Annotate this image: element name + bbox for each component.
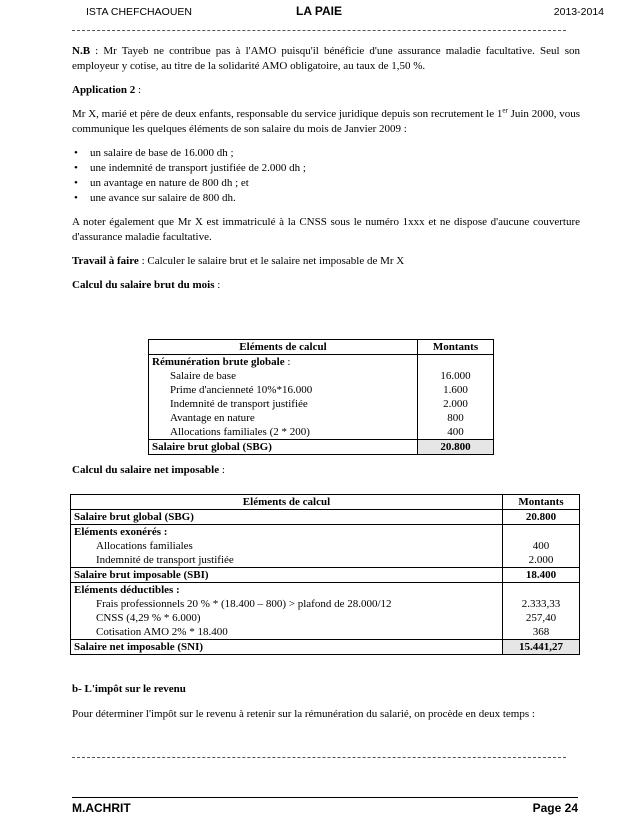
item-value: 368 (532, 626, 550, 638)
net-taxable-table (70, 494, 580, 655)
item-value: 2.000 (528, 554, 554, 566)
item-label: Frais professionnels 20 % * (18.400 – 800) > plafond de 28.000/12 (96, 598, 392, 610)
calc-brut-title: Calcul du salaire brut du mois (72, 279, 215, 291)
table-header-amounts: Montants (503, 495, 580, 510)
item-label: Prime d'ancienneté 10%*16.000 (170, 384, 313, 396)
footer-page-number: Page 24 (532, 801, 578, 815)
table-row (71, 640, 580, 655)
item-value: 2.000 (443, 398, 468, 410)
header-year: 2013-2014 (553, 6, 604, 18)
application-heading (72, 83, 580, 98)
exempt-values-cell (503, 525, 580, 568)
item-value: 800 (447, 412, 464, 424)
group-colon: : (284, 356, 291, 368)
calc-brut-colon: : (214, 279, 221, 291)
sni-value: 15.441,27 (503, 640, 580, 655)
application-title: Application 2 (72, 84, 136, 96)
sbg-label: Salaire brut global (SBG) (71, 510, 503, 525)
gross-items-cell (149, 355, 418, 440)
header-title: LA PAIE (295, 4, 342, 18)
impot-text: Pour déterminer l'impôt sur le revenu à retenir sur la rémunération du salarié, on procède en deux temps : (72, 708, 535, 720)
intro-sup: er (502, 106, 508, 115)
note-paragraph: A noter également que Mr X est immatriculé à la CNSS sous le numéro 1xxx et ne dispose d'aucune couverture d'assurance maladie facultative. (72, 216, 580, 243)
footer-dashed-rule (72, 757, 566, 758)
calc-brut-heading (72, 278, 580, 293)
calc-net-colon: : (219, 464, 225, 476)
sni-label: Salaire net imposable (SNI) (71, 640, 503, 655)
deductible-values-cell (503, 583, 580, 640)
list-item: • un avantage en nature de 800 dh ; et (72, 176, 580, 191)
item-label: Salaire de base (170, 370, 236, 382)
table-row (71, 510, 580, 525)
nb-label: N.B (72, 45, 91, 57)
list-item: • une avance sur salaire de 800 dh. (72, 191, 580, 206)
calc-net-title: Calcul du salaire net imposable (72, 464, 220, 476)
table-header-elements: Eléments de calcul (71, 495, 503, 510)
item-value: 16.000 (440, 370, 471, 382)
intro-text-after: Juin 2000, vous communique les quelques éléments de son salaire du mois de Janvier 2009 : (72, 108, 581, 135)
exempt-items-cell (71, 525, 503, 568)
travail-label: Travail à faire (72, 255, 139, 267)
sbg-total-label: Salaire brut global (SBG) (149, 440, 418, 455)
list-item: • un salaire de base de 16.000 dh ; (72, 146, 580, 161)
intro-text-before: Mr X, marié et père de deux enfants, responsable du service juridique depuis son recrutement le 1 (72, 108, 503, 120)
item-value: 400 (532, 540, 550, 552)
calc-net-heading (72, 464, 225, 476)
table-row (71, 583, 580, 640)
item-value: 257,40 (525, 612, 557, 624)
table-header-elements: Eléments de calcul (149, 340, 418, 355)
deductible-label: Eléments déductibles : (74, 584, 180, 596)
item-value: 400 (447, 426, 464, 438)
table-row (149, 355, 494, 440)
salary-elements-list (72, 146, 580, 206)
intro-paragraph (72, 107, 580, 137)
page-header (0, 4, 638, 20)
impot-section (72, 682, 580, 731)
header-school: ISTA CHEFCHAOUEN (86, 6, 192, 18)
sbi-label: Salaire brut imposable (SBI) (71, 568, 503, 583)
document-body (72, 44, 580, 302)
table-row (71, 525, 580, 568)
header-dashed-rule (72, 30, 566, 31)
nb-paragraph (72, 44, 580, 74)
gross-salary-table (148, 339, 494, 455)
application-colon: : (135, 84, 142, 96)
nb-text: : Mr Tayeb ne contribue pas à l'AMO puisqu'il bénéficie d'une assurance maladie facultative. Seul son employeur y cotise, au titre de la solidarité AMO obligatoire, au taux de 1,50 %. (72, 45, 580, 72)
sbi-value: 18.400 (503, 568, 580, 583)
exempt-label: Eléments exonérés : (74, 526, 168, 538)
footer-author: M.ACHRIT (72, 801, 131, 815)
deductible-items-cell (71, 583, 503, 640)
item-label: Cotisation AMO 2% * 18.400 (96, 626, 228, 638)
travail-paragraph (72, 254, 580, 269)
item-value: 2.333,33 (521, 598, 561, 610)
table-row (71, 568, 580, 583)
item-label: Allocations familiales (2 * 200) (170, 426, 310, 438)
table-row (149, 440, 494, 455)
travail-text: : Calculer le salaire brut et le salaire net imposable de Mr X (138, 255, 405, 267)
sbg-total-value: 20.800 (418, 440, 494, 455)
item-label: Allocations familiales (96, 540, 193, 552)
list-item: • une indemnité de transport justifiée de 2.000 dh ; (72, 161, 580, 176)
gross-values-cell (418, 355, 494, 440)
item-label: Avantage en nature (170, 412, 255, 424)
item-label: CNSS (4,29 % * 6.000) (96, 612, 201, 624)
footer-rule (72, 797, 578, 798)
impot-title: b- L'impôt sur le revenu (72, 683, 186, 695)
item-label: Indemnité de transport justifiée (96, 554, 234, 566)
table-header-amounts: Montants (418, 340, 494, 355)
item-label: Indemnité de transport justifiée (170, 398, 308, 410)
sbg-value: 20.800 (503, 510, 580, 525)
group-label: Rémunération brute globale (152, 356, 285, 368)
item-value: 1.600 (443, 384, 468, 396)
